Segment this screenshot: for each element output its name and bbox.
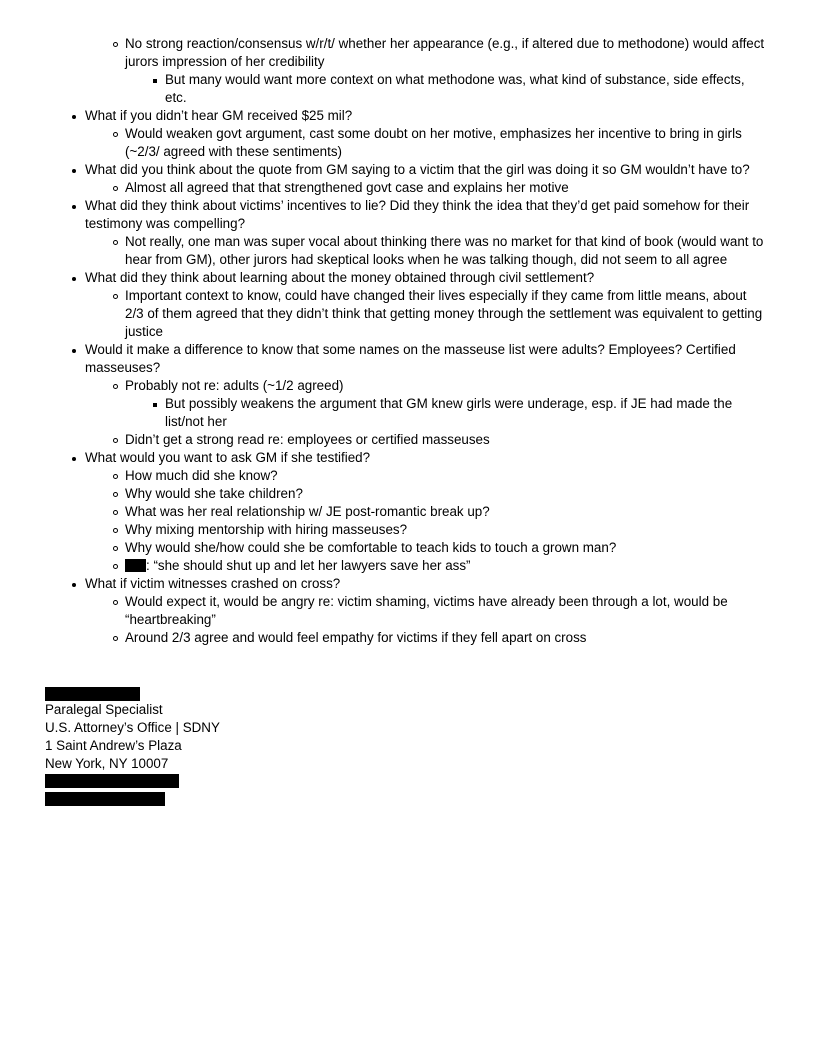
- signature-address-line1: 1 Saint Andrew’s Plaza: [45, 738, 182, 753]
- response-item: [85, 593, 768, 629]
- sub-list: [85, 467, 768, 575]
- item-text: But many would want more context on what methodone was, what kind of substance, side effects, etc.: [165, 72, 745, 105]
- response-item: [85, 179, 768, 197]
- redacted-email: [45, 792, 165, 806]
- response-item: [85, 557, 768, 575]
- response-item: [85, 431, 768, 449]
- response-item: [85, 125, 768, 161]
- signature-office: U.S. Attorney’s Office | SDNY: [45, 720, 220, 735]
- item-text: Would expect it, would be angry re: victim shaming, victims have already been through a lot, would be “heartbreaking”: [125, 594, 728, 627]
- redacted-phone: [45, 774, 179, 788]
- response-item: [85, 503, 768, 521]
- response-item: [85, 539, 768, 557]
- response-item: [85, 485, 768, 503]
- item-text: How much did she know?: [125, 468, 278, 483]
- question-item: [0, 107, 816, 161]
- item-text: What if you didn’t hear GM received $25 mil?: [85, 108, 353, 123]
- sub-list: [85, 287, 768, 341]
- response-item: [85, 233, 768, 269]
- sub-response-item: [125, 71, 768, 107]
- question-item: [0, 161, 816, 197]
- item-text: Almost all agreed that that strengthened govt case and explains her motive: [125, 180, 569, 195]
- question-item: [0, 341, 816, 449]
- item-text: Probably not re: adults (~1/2 agreed): [125, 378, 344, 393]
- item-text: What would you want to ask GM if she testified?: [85, 450, 371, 465]
- item-text: Why mixing mentorship with hiring masseuses?: [125, 522, 408, 537]
- response-item: [85, 377, 768, 431]
- item-text: Would weaken govt argument, cast some doubt on her motive, emphasizes her incentive to bring in girls (~2/3/ agreed with these sentiments): [125, 126, 742, 159]
- item-text: Would it make a difference to know that some names on the masseuse list were adults? Employees? Certified masseuses?: [85, 342, 736, 375]
- item-text: What did they think about victims’ incentives to lie? Did they think the idea that they’d get paid somehow for their testimony was compelling?: [85, 198, 750, 231]
- item-text: Why would she take children?: [125, 486, 303, 501]
- response-item: [85, 467, 768, 485]
- item-text: Not really, one man was super vocal about thinking there was no market for that kind of book (would want to hear from GM), other jurors had skeptical looks when he was talking though, did not seem to all agree: [125, 234, 764, 267]
- item-text: Around 2/3 agree and would feel empathy for victims if they fell apart on cross: [125, 630, 587, 645]
- response-item: [85, 629, 768, 647]
- sub-list: [85, 35, 768, 107]
- sub-list: [85, 233, 768, 269]
- redacted-name: [125, 559, 146, 572]
- signature-title: Paralegal Specialist: [45, 702, 163, 717]
- notes-list: [0, 35, 816, 647]
- sub-list: [125, 395, 768, 431]
- signature-block: [45, 686, 220, 806]
- item-text: But possibly weakens the argument that GM knew girls were underage, esp. if JE had made the list/not her: [165, 396, 733, 429]
- item-text: What did they think about learning about the money obtained through civil settlement?: [85, 270, 595, 285]
- item-text: What if victim witnesses crashed on cross?: [85, 576, 341, 591]
- item-text: : “she should shut up and let her lawyers save her ass”: [146, 558, 471, 573]
- sub-list: [125, 71, 768, 107]
- item-text: What was her real relationship w/ JE post-romantic break up?: [125, 504, 490, 519]
- sub-list: [85, 179, 768, 197]
- question-item: [0, 197, 816, 269]
- question-item: [0, 269, 816, 341]
- item-text: Didn’t get a strong read re: employees or certified masseuses: [125, 432, 490, 447]
- question-item: [0, 449, 816, 575]
- redacted-name: [45, 687, 140, 701]
- response-item: [85, 35, 768, 107]
- sub-response-item: [125, 395, 768, 431]
- response-item: [85, 287, 768, 341]
- question-item: [0, 575, 816, 647]
- item-text: No strong reaction/consensus w/r/t/ whether her appearance (e.g., if altered due to methodone) would affect jurors impression of her credibility: [125, 36, 765, 69]
- signature-address-line2: New York, NY 10007: [45, 756, 169, 771]
- item-text: Why would she/how could she be comfortable to teach kids to touch a grown man?: [125, 540, 617, 555]
- sub-list: [85, 377, 768, 449]
- notes-document: [0, 35, 816, 647]
- question-item: [0, 35, 816, 107]
- item-text: What did you think about the quote from GM saying to a victim that the girl was doing it so GM wouldn’t have to?: [85, 162, 750, 177]
- sub-list: [85, 593, 768, 647]
- sub-list: [85, 125, 768, 161]
- item-text: Important context to know, could have changed their lives especially if they came from little means, about 2/3 of them agreed that they didn’t think that getting money through the settlement was equivalent to getting justice: [125, 288, 763, 339]
- response-item: [85, 521, 768, 539]
